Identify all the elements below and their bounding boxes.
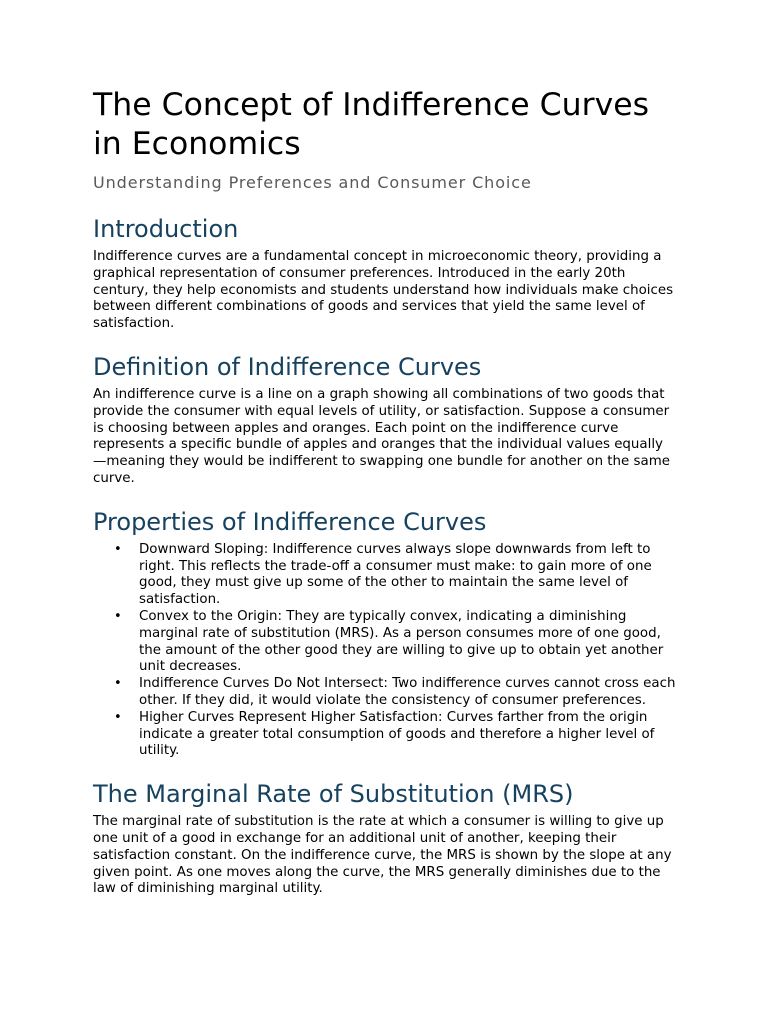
document-title: The Concept of Indifference Curves in Economics — [93, 87, 650, 162]
bullet-icon: • — [114, 709, 122, 725]
section-mrs — [93, 779, 676, 898]
list-item-text: Indifference Curves Do Not Intersect: Two indifference curves cannot cross each other. If they did, it would violate the consistency of consumer preferences. — [139, 676, 676, 708]
section-heading: Introduction — [93, 215, 239, 243]
section-definition — [93, 352, 676, 488]
section-introduction — [93, 214, 676, 333]
section-heading: Definition of Indifference Curves — [93, 352, 482, 381]
list-item — [93, 542, 676, 609]
bullet-icon: • — [114, 541, 122, 557]
section-heading: The Marginal Rate of Substitution (MRS) — [93, 780, 574, 809]
list-item-text: Convex to the Origin: They are typically convex, indicating a diminishing marginal rate of substitution (MRS). As a person consumes more of one good, the amount of the other good they are willing to give up to obtain yet another unit decreases. — [139, 608, 664, 675]
list-item — [93, 676, 676, 710]
list-item-text: Higher Curves Represent Higher Satisfaction: Curves farther from the origin indicate a greater total consumption of goods and therefore a higher level of utility. — [139, 709, 655, 759]
section-properties — [93, 507, 676, 760]
bullet-icon: • — [114, 676, 122, 692]
section-heading: Properties of Indifference Curves — [93, 507, 487, 536]
list-item — [93, 609, 676, 676]
section-paragraph: An indifference curve is a line on a graph showing all combinations of two goods that provide the consumer with equal levels of utility, or satisfaction. Suppose a consumer is choosing between apples and oranges. Each point on the indifference curve represents a specific bundle of apples and oranges that the individual values equally—meaning they would be indifferent to swapping one bundle for another on the same curve. — [93, 386, 671, 486]
bullet-icon: • — [114, 608, 122, 624]
document-subtitle: Understanding Preferences and Consumer Choice — [93, 173, 532, 192]
section-paragraph: The marginal rate of substitution is the rate at which a consumer is willing to give up one unit of a good in exchange for an additional unit of another, keeping their satisfaction constant. On the indifference curve, the MRS is shown by the slope at any given point. As one moves along the curve, the MRS generally diminishes due to the law of diminishing marginal utility. — [93, 814, 672, 897]
section-paragraph: Indifference curves are a fundamental concept in microeconomic theory, providing a graphical representation of consumer preferences. Introduced in the early 20th century, they help economists and students understand how individuals make choices between different combinations of goods and services that yield the same level of satisfaction. — [93, 249, 674, 332]
properties-list — [93, 542, 676, 760]
list-item — [93, 710, 676, 760]
list-item-text: Downward Sloping: Indifference curves always slope downwards from left to right. This reflects the trade-off a consumer must make: to gain more of one good, they must give up some of the other to maintain the same level of satisfaction. — [139, 541, 652, 608]
